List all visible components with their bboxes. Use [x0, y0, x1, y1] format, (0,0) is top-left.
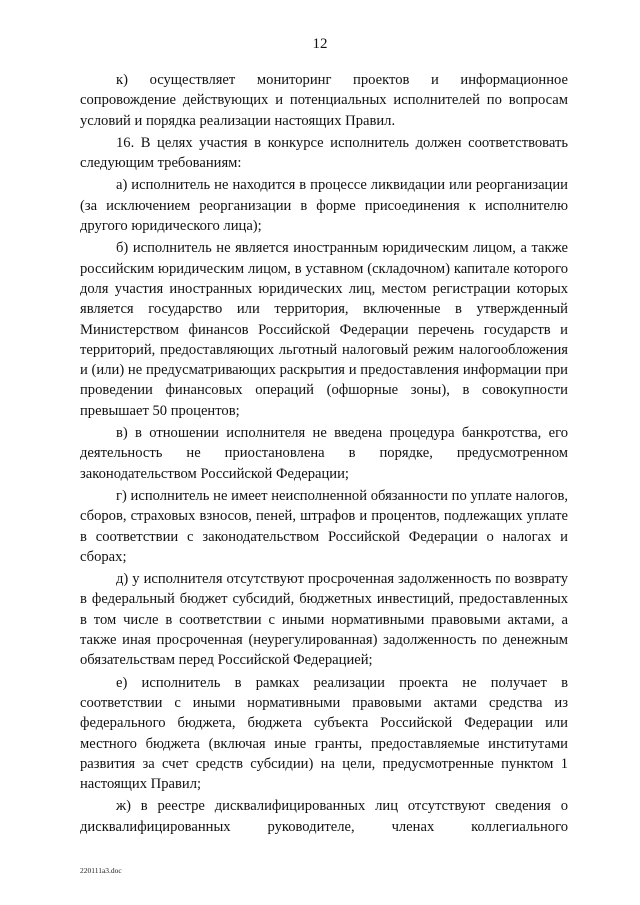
- paragraph-16: 16. В целях участия в конкурсе исполнитель должен соответствовать следующим требованиям:: [80, 134, 568, 172]
- file-name-footer: 220111a3.doc: [80, 866, 122, 875]
- paragraph-d: д) у исполнителя отсутствуют просроченная задолженность по возврату в федеральный бюджет субсидий, бюджетных инвестиций, предоставленных в том числе в соответствии с иными нормативными правовыми актами, а также иная просроченная (неурегулированная) задолженность по денежным обязательствам перед Российской Федерацией;: [80, 571, 568, 669]
- paragraph-v: в) в отношении исполнителя не введена процедура банкротства, его деятельность не приостановлена в порядке, предусмотренном законодательством Российской Федерации;: [80, 425, 568, 482]
- paragraph-g: г) исполнитель не имеет неисполненной обязанности по уплате налогов, сборов, страховых взносов, пеней, штрафов и процентов, подлежащих уплате в соответствии с законодательством Российской Федерации о налогах и сборах;: [80, 487, 568, 565]
- paragraph-a: а) исполнитель не находится в процессе ликвидации или реорганизации (за исключением реорганизации в форме присоединения к исполнителю другого юридического лица);: [80, 177, 568, 235]
- paragraph-k: к) осуществляет мониторинг проектов и информационное сопровождение действующих и потенциальных исполнителей по вопросам условий и порядка реализации настоящих Правил.: [80, 72, 568, 129]
- paragraph-b: б) исполнитель не является иностранным юридическим лицом, а также российским юридическим лицом, в уставном (складочном) капитале которого доля участия иностранных юридических лиц, местом регистрации которых является государство или территория, включенные в утвержденный Министерством финансов Российской Федерации перечень государств и территорий, предоставляющих льготный налоговый режим налогообложения и (или) не предусматривающих раскрытия и предоставления информации при проведении финансовых операций (офшорные зоны), в совокупности превышает 50 процентов;: [80, 240, 568, 419]
- page-number: 12: [312, 36, 328, 52]
- paragraph-zh: ж) в реестре дисквалифицированных лиц отсутствуют сведения о дисквалифицированных руководителе, членах коллегиального: [80, 798, 568, 835]
- document-body: [80, 70, 568, 839]
- paragraph-e: е) исполнитель в рамках реализации проекта не получает в соответствии с иными нормативными правовыми актами средства из федерального бюджета, бюджета субъекта Российской Федерации или местного бюджета (включая иные гранты, предоставляемые институтами развития за счет средств субсидии) на цели, предусмотренные пунктом 1 настоящих Правил;: [80, 674, 568, 793]
